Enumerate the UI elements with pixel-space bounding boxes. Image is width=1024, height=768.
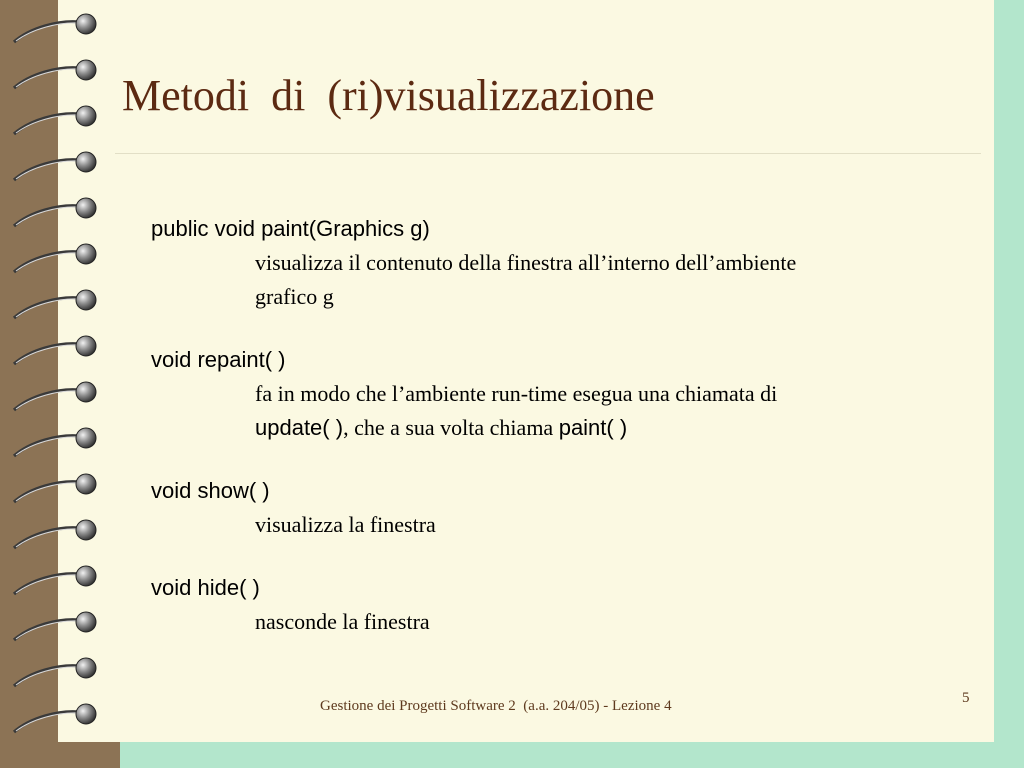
method-description-line: nasconde la finestra: [255, 609, 430, 634]
method-repaint: [151, 343, 981, 445]
spiral-wire: [14, 620, 80, 640]
slide-body: [151, 212, 981, 668]
spiral-ring: [76, 336, 96, 356]
spiral-ring: [76, 520, 96, 540]
spiral-ring: [76, 704, 96, 724]
spiral-wire: [14, 160, 80, 180]
method-hide: [151, 571, 981, 639]
spiral-ring: [76, 612, 96, 632]
method-description-line: visualizza il contenuto della finestra all’interno dell’ambiente: [255, 250, 797, 275]
method-description-line: [255, 411, 981, 445]
spiral-wire: [14, 252, 80, 272]
spiral-wire: [14, 206, 80, 226]
method-signature: public void paint(Graphics g): [151, 216, 430, 241]
spiral-ring: [76, 244, 96, 264]
spiral-ring: [76, 290, 96, 310]
spiral-wire: [14, 528, 80, 548]
spiral-ring: [76, 658, 96, 678]
method-description-line: visualizza la finestra: [255, 512, 436, 537]
code-update: update( ): [255, 415, 344, 440]
method-signature: void show( ): [151, 478, 270, 503]
spiral-wire: [14, 390, 80, 410]
spiral-wire: [14, 666, 80, 686]
slide-title: Metodi di (ri)visualizzazione: [122, 71, 655, 120]
spiral-wire: [14, 712, 80, 732]
method-signature: void hide( ): [151, 575, 260, 600]
page-number: 5: [962, 690, 970, 706]
spiral-ring: [76, 14, 96, 34]
spiral-wire: [14, 298, 80, 318]
code-paint: paint( ): [558, 415, 628, 440]
spiral-ring: [76, 198, 96, 218]
spiral-wire: [14, 22, 80, 42]
spiral-ring: [76, 60, 96, 80]
slide-footer: Gestione dei Progetti Software 2 (a.a. 204/05) - Lezione 4: [320, 698, 672, 714]
method-description-line: fa in modo che l’ambiente run-time esegua una chiamata di: [255, 381, 778, 406]
method-paint: [151, 212, 981, 314]
title-divider: [115, 153, 981, 154]
spiral-ring: [76, 428, 96, 448]
method-description-line: grafico g: [255, 284, 334, 309]
description-text: , che a sua volta chiama: [343, 415, 559, 440]
spiral-ring: [76, 566, 96, 586]
spiral-wire: [14, 482, 80, 502]
method-show: [151, 474, 981, 542]
spiral-ring: [76, 106, 96, 126]
method-signature: void repaint( ): [151, 347, 286, 372]
spiral-wire: [14, 114, 80, 134]
spiral-wire: [14, 68, 80, 88]
spiral-binding-icon: [0, 0, 110, 742]
spiral-wire: [14, 344, 80, 364]
spiral-ring: [76, 474, 96, 494]
spiral-wire: [14, 436, 80, 456]
spiral-wire: [14, 574, 80, 594]
spiral-ring: [76, 382, 96, 402]
spiral-ring: [76, 152, 96, 172]
